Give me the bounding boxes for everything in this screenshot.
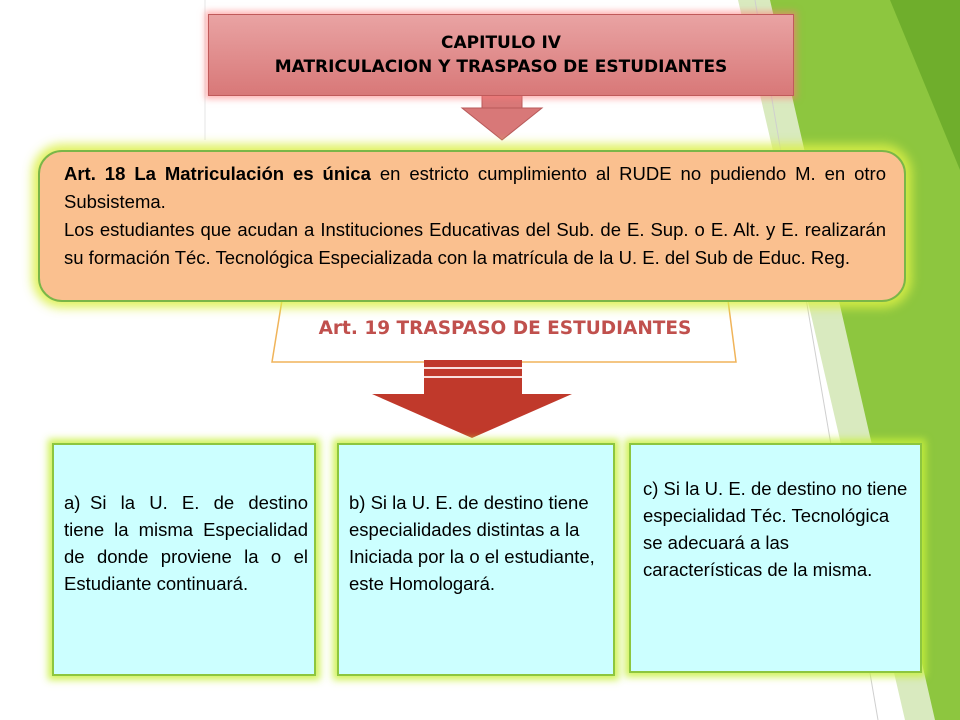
art18-line1-rest: en estricto cumplimiento al RUDE no pudiendo M. en otro Subsistema. bbox=[64, 163, 886, 212]
chapter-title: MATRICULACION Y TRASPASO DE ESTUDIANTES bbox=[274, 57, 728, 77]
option-a-text: Si la U. E. de destino tiene la misma Especialidad de donde proviene la o el Estudiante continuará. bbox=[64, 492, 308, 594]
option-a-box bbox=[52, 443, 316, 676]
art19-title: Art. 19 TRASPASO DE ESTUDIANTES bbox=[318, 318, 692, 339]
option-a-marker: a) bbox=[64, 492, 81, 513]
chapter-title-box bbox=[208, 14, 794, 96]
option-c-text: c) Si la U. E. de destino no tiene especialidad Téc. Tecnológica se adecuará a las características de la misma. bbox=[643, 478, 908, 580]
option-c-box bbox=[629, 443, 922, 673]
title-down-arrow bbox=[462, 92, 542, 140]
art18-heading: Art. 18 La Matriculación es única bbox=[64, 163, 371, 184]
option-b-text: b) Si la U. E. de destino tiene especialidades distintas a la Iniciada por la o el estudiante, este Homologará. bbox=[349, 492, 595, 594]
art19-down-arrow bbox=[372, 360, 572, 438]
art18-paragraph-1 bbox=[64, 160, 886, 216]
art18-box bbox=[38, 150, 906, 302]
art18-paragraph-2: Los estudiantes que acudan a Instituciones Educativas del Sub. de E. Sup. o E. Alt. y E. realizarán su formación Téc. Tecnológica Especializada con la matrícula de la U. E. del Sub de Educ. Reg. bbox=[64, 219, 886, 268]
option-b-box bbox=[337, 443, 615, 676]
chapter-label: CAPITULO IV bbox=[441, 33, 561, 53]
